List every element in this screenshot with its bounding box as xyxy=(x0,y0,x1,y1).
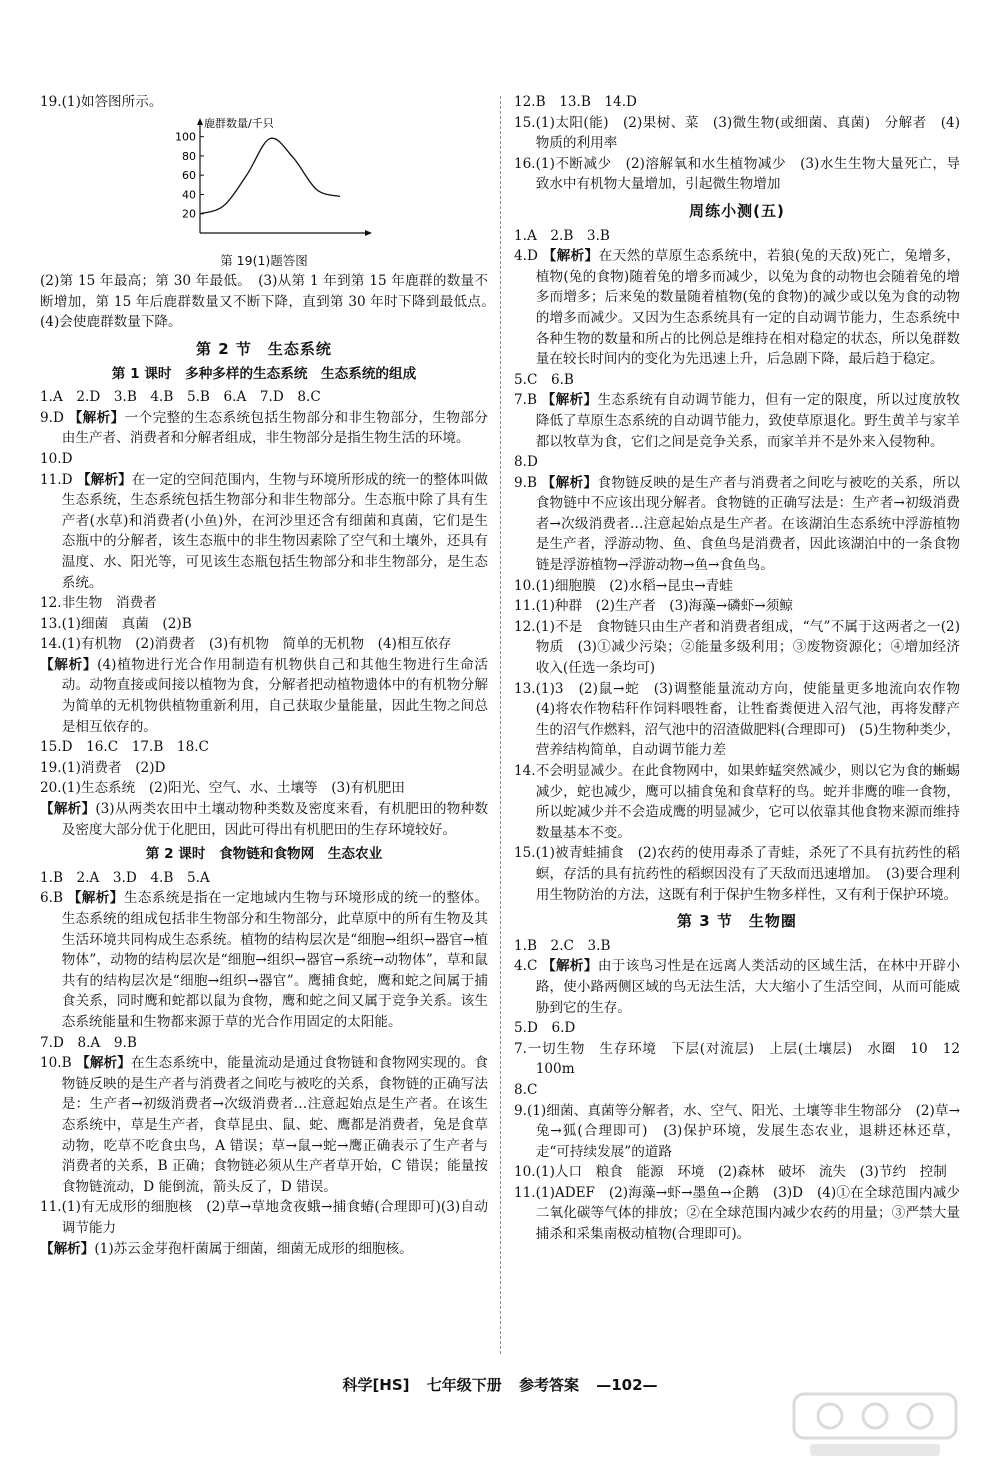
chart-svg xyxy=(160,115,380,240)
footer-subject: 科学[HS] xyxy=(342,1376,410,1394)
footer-grade: 七年级下册 xyxy=(426,1376,502,1394)
x-axis-arrow xyxy=(365,230,372,236)
y-tick-label: 60 xyxy=(182,168,196,182)
answer-11: 11.D 【解析】在一定的空间范围内，生物与环境所形成的统一的整体叫做生态系统，生态系统包括生物部分和非生物部分。生态瓶中除了具有生产者(水草)和消费者(小鱼)外，在河沙里还含有细菌和真菌，它们是生态瓶中的分解者，该生态瓶中的非生物因素除了空气和土壤外，还具有温度、水、阳光等，可见该生态瓶包括生物部分和非生物部分，是生态系统。 xyxy=(40,471,489,591)
y-tick-label: 100 xyxy=(175,130,196,144)
answer-w1: 1.A 2.B 3.B xyxy=(514,227,610,244)
answer-s5: 5.D 6.D xyxy=(514,1020,576,1037)
answer-w15: 15.(1)被青蛙捕食 (2)农药的使用毒杀了青蛙，杀死了不具有抗药性的稻螟，存活的具有抗药性的稻螟因没有了天敌而迅速增加。 (3)要合理利用生物防治的方法，这既有利于保护生物多样性，又有利于保护环境。 xyxy=(514,845,960,903)
q19-rest: (2)第 15 年最高；第 30 年最低。 (3)从第 1 年到第 15 年鹿群的数量不断增加，第 15 年后鹿群数量又不断下降，直到第 30 年时下降到最低点。 (4)会使鹿群数量下降。 xyxy=(40,273,502,331)
answer-w10: 10.(1)细胞膜 (2)水稻→昆虫→青蛙 xyxy=(514,577,733,594)
column-divider xyxy=(500,96,501,1354)
answer-w9: 9.B 【解析】食物链反映的是生产者与消费者之间吃与被吃的关系，所以食物链中不应该出现分解者。食物链的正确写法是：生产者→初级消费者→次级消费者…注意起始点是生产者。在该湖泊生态系统中浮游植物是生产者，浮游动物、鱼、食鱼鸟是消费者，因此该湖泊中的一条食物链是浮游植物→浮游动物→鱼→食鱼鸟。 xyxy=(514,474,961,574)
y-tick-label: 80 xyxy=(182,149,196,163)
section-3-title: 第 3 节 生物圈 xyxy=(677,912,797,931)
answer-s4: 4.C 【解析】由于该鸟习性是在远离人类活动的区域生活，在林中开辟小路，使小路两侧区域的鸟无法生活，大大缩小了生活空间，从而可能威胁到它的生存。 xyxy=(514,958,961,1016)
answer-11b-analysis: 【解析】(1)苏云金芽孢杆菌属于细菌，细菌无成形的细胞核。 xyxy=(40,1240,413,1257)
q19-1: 19.(1)如答图所示。 xyxy=(40,94,163,110)
left-column xyxy=(40,92,502,1259)
y-axis-arrow xyxy=(197,118,203,125)
answer-s1: 1.B 2.C 3.B xyxy=(514,937,611,954)
answer-line: 1.A 2.D 3.B 4.B 5.B 6.A 7.D 8.C xyxy=(40,389,321,406)
answer-s7: 7.一切生物 生存环境 下层(对流层) 上层(土壤层) 水圈 10 12 100m xyxy=(514,1040,974,1078)
y-axis-label: 鹿群数量/千只 xyxy=(204,116,274,130)
answer-20-analysis: 【解析】(3)从两类农田中土壤动物种类数及密度来看，有机肥田的物种数及密度大部分优于化肥田，因此可得出有机肥田的生存环境较好。 xyxy=(40,801,488,838)
answer-9: 9.D 【解析】一个完整的生态系统包括生物部分和非生物部分，生物部分由生产者、消费者和分解者组成，非生物部分是指生物生活的环境。 xyxy=(40,409,489,447)
answer-w14: 14.不会明显减少。在此食物网中，如果蚱蜢突然减少，则以它为食的蜥蜴减少，蛇也减少，鹰可以捕食兔和食草籽的鸟。蛇并非鹰的唯一食物，所以蛇减少并不会造成鹰的明显减少，它可以依靠其他食物来源而维持数量基本不变。 xyxy=(514,763,960,841)
answer-6: 6.B 【解析】生态系统是指在一定地域内生物与环境形成的统一的整体。生态系统的组成包括非生物部分和生物部分，此草原中的所有生物及其生活环境共同构成生态系统。植物的结构层次是“细胞→组织→器官→植物体”，动物的结构层次是“细胞→组织→器官→系统→动物体”，草和鼠共有的结构层次是“细胞→组织→器官”。鹰捕食蛇，鹰和蛇之间属于捕食关系，同时鹰和蛇都以鼠为食物，鹰和蛇之间又属于竞争关系。该生态系统能量和生物都来源于草的光合作用固定的太阳能。 xyxy=(40,890,489,1030)
answer-r15: 15.(1)太阳(能) (2)果树、菜 (3)微生物(或细菌、真菌) 分解者 (4)物质的利用率 xyxy=(514,114,960,152)
deer-population-chart xyxy=(40,115,488,265)
answer-10: 10.D xyxy=(40,450,73,467)
answer-20: 20.(1)生态系统 (2)阳光、空气、水、土壤等 (3)有机肥田 xyxy=(40,780,405,797)
answer-7: 7.D 8.A 9.B xyxy=(40,1034,137,1051)
answer-19: 19.(1)消费者 (2)D xyxy=(40,759,166,776)
answer-s9: 9.(1)细菌、真菌等分解者，水、空气、阳光、土壤等非生物部分 (2)草→兔→狐(合理即可) (3)保护环境，发展生态农业，退耕还林还草，走“可持续发展”的道路 xyxy=(514,1102,960,1160)
answer-w7: 7.B 【解析】生态系统有自动调节能力，但有一定的限度，所以过度放牧降低了草原生态系统的自动调节能力，致使草原退化。野生黄羊与家羊都以牧草为食，它们之间是竞争关系，而家羊并不是外来入侵物种。 xyxy=(514,392,961,450)
answer-13: 13.(1)细菌 真菌 (2)B xyxy=(40,615,192,632)
answer-11b: 11.(1)有无成形的细胞核 (2)草→草地贪夜蛾→捕食蝽(合理即可)(3)自动调节能力 xyxy=(40,1199,488,1236)
footer-answers: 参考答案 xyxy=(519,1376,580,1394)
lesson-2-title: 第 2 课时 食物链和食物网 生态农业 xyxy=(145,846,383,863)
answer-s10: 10.(1)人口 粮食 能源 环境 (2)森林 破坏 流失 (3)节约 控制 xyxy=(514,1164,947,1181)
section-2-title: 第 2 节 生态系统 xyxy=(196,339,332,358)
answer-14-analysis: 【解析】(4)植物进行光合作用制造有机物供自己和其他生物进行生命活动。动物直接或间接以植物为食，分解者把动植物遗体中的有机物分解为简单的无机物供植物重新利用，自己获取少量能量，因此生物之间总是相互依存的。 xyxy=(40,656,488,735)
weekly-quiz-title: 周练小测(五) xyxy=(689,201,785,220)
answer-w8: 8.D xyxy=(514,454,538,471)
answer-14: 14.(1)有机物 (2)消费者 (3)有机物 简单的无机物 (4)相互依存 xyxy=(40,636,452,653)
y-tick-label: 40 xyxy=(182,188,196,202)
answer-w12: 12.(1)不是 食物链只由生产者和消费者组成，“气”不属于这两者之一(2)物质 (3)①减少污染；②能量多级利用；③废物资源化；④增加经济收入(任选一条均可) xyxy=(514,618,960,677)
answer-r16: 16.(1)不断减少 (2)溶解氧和水生植物减少 (3)水生生物大量死亡，导致水中有机物大量增加，引起微生物增加 xyxy=(514,155,960,193)
answer-w11: 11.(1)种群 (2)生产者 (3)海藻→磷虾→须鲸 xyxy=(514,598,793,615)
answer-12: 12.非生物 消费者 xyxy=(40,595,157,612)
answer-w4: 4.D 【解析】在天然的草原生态系统中，若狼(兔的天敌)死亡，兔增多，植物(兔的食物)随着兔的增多而减少，以兔为食的动物也会随着兔的增多而增多；后来兔的数量随着植物(兔的食物)的减少或以兔为食的动物的增多而减少。又因为生态系统具有一定的自动调节能力，生态系统中各种生物的数量和所占的比例总是维持在相对稳定的状态，所以兔群数量在较长时间内的变化为先迅速上升，后急剧下降，最后趋于稳定。 xyxy=(514,248,960,368)
answer-r12: 12.B 13.B 14.D xyxy=(514,94,637,110)
footer-page-number: —102— xyxy=(596,1376,658,1394)
answer-w5: 5.C 6.B xyxy=(514,371,574,388)
deer-count-line xyxy=(200,138,340,214)
right-column xyxy=(514,92,974,1245)
y-tick-label: 20 xyxy=(182,207,196,221)
answer-15: 15.D 16.C 17.B 18.C xyxy=(40,739,209,756)
answer-w13: 13.(1)3 (2)鼠→蛇 (3)调整能量流动方向，使能量更多地流向农作物 (4)将农作物秸秆作饲料喂牲畜，让牲畜粪便进入沼气池，再将发酵产生的沼气作燃料，沼气池中的沼渣做肥料(合理即可) (5)生物种类少，营养结构简单，自动调节能力差 xyxy=(514,680,974,759)
watermark-logo-icon xyxy=(790,1390,960,1462)
chart-caption: 第 19(1)题答图 xyxy=(220,252,308,268)
answer-10b: 10.B 【解析】在生态系统中，能量流动是通过食物链和食物网实现的。食物链反映的是生产者与消费者之间吃与被吃的关系，食物链的正确写法是：生产者→初级消费者→次级消费者…注意起始点是生产者。在该生态系统中，草是生产者，食草昆虫、鼠、蛇、鹰都是消费者，兔是食草动物，吃草不吃食虫鸟，A 错误；草→鼠→蛇→鹰正确表示了生产者与消费者的关系，B 正确；食物链必须从生产者草开始，C 错误；能量按食物链流动，D 能倒流，箭头反了，D 错误。 xyxy=(40,1055,489,1195)
answer-s11: 11.(1)ADEF (2)海藻→虾→墨鱼→企鹅 (3)D (4)①在全球范围内减少二氧化碳等气体的排放；②在全球范围内减少农药的用量；③严禁大量捕杀和采集南极动植物(合理即可)。 xyxy=(514,1184,960,1243)
answer-line-2: 1.B 2.A 3.D 4.B 5.A xyxy=(40,869,210,886)
lesson-1-title: 第 1 课时 多种多样的生态系统 生态系统的组成 xyxy=(111,365,417,382)
answer-s8: 8.C xyxy=(514,1081,538,1098)
